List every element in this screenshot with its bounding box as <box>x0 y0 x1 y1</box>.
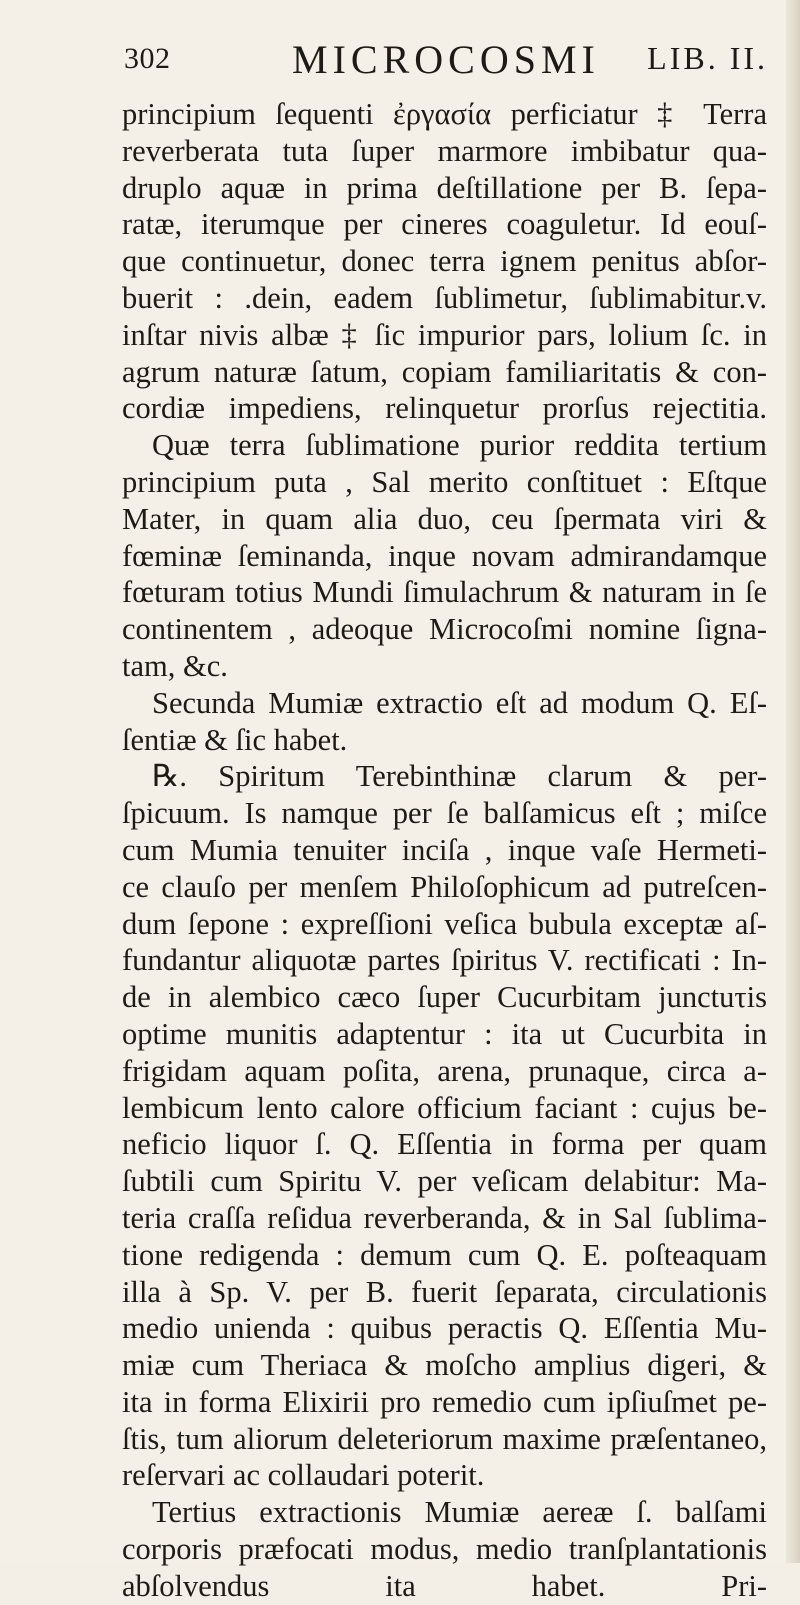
text-line: principium puta , Sal merito conſtituet : Eſtque <box>122 464 767 499</box>
page-number: 302 <box>124 42 171 75</box>
text-line: principium ſequenti ἐργασία perficiatur ‡ Terra <box>122 97 767 131</box>
recipe-line: ℞. Spiritum Terebinthinæ clarum & per- <box>152 759 767 794</box>
catchword: Pri- <box>721 1568 767 1603</box>
text-line: illa à Sp. V. per B. fuerit ſeparata, circulationis <box>122 1274 767 1309</box>
text-line: tione redigenda : demum cum Q. E. poſteaquam <box>122 1237 767 1272</box>
text-line: corporis præfocati modus, medio tranſplantationis <box>122 1532 767 1567</box>
text-line: buerit : .dein, eadem ſublimetur, ſublimabitur.v. <box>122 280 767 315</box>
text-line: druplo aquæ in prima deſtillatione per B. ſepa- <box>122 170 767 205</box>
text-line: lembicum lento calore officium faciant : cujus be- <box>122 1090 767 1125</box>
paragraph-start-line: Secunda Mumiæ extractio eſt ad modum Q. Eſ- <box>152 685 767 720</box>
text-line: optime munitis adaptentur : ita ut Cucurbita in <box>122 1016 767 1051</box>
text-line: ſpicuum. Is namque per ſe balſamicus eſt ; miſce <box>122 796 767 831</box>
text-line: teria craſſa reſidua reverberanda, & in Sal ſublima- <box>122 1200 767 1235</box>
page-edge-shadow <box>786 0 800 1563</box>
text-line: cum Mumia tenuiter inciſa , inque vaſe Hermeti- <box>122 832 767 867</box>
paragraph-start-line: Tertius extractionis Mumiæ aereæ ſ. balſami <box>152 1495 767 1530</box>
text-line: ſubtili cum Spiritu V. per veſicam delabitur: Ma- <box>122 1164 767 1199</box>
text-line: fundantur aliquotæ partes ſpiritus V. rectificati : In- <box>122 943 767 978</box>
text-line: que continuetur, donec terra ignem penitus abſor- <box>122 244 767 279</box>
text-line: medio unienda : quibus peractis Q. Eſſentia Mu- <box>122 1311 767 1346</box>
text-line: reverberata tuta ſuper marmore imbibatur qua- <box>122 133 767 168</box>
page-header <box>124 36 774 86</box>
text-line: abſolvendus ita habet. <box>122 1568 606 1603</box>
text-line: Mater, in quam alia duo, ceu ſpermata viri & <box>122 501 767 536</box>
book-label: LIB. II. <box>647 40 768 76</box>
text-line: ſentiæ & ſic habet. <box>122 722 348 757</box>
text-line: frigidam aquam poſita, arena, prunaque, circa a- <box>122 1053 767 1088</box>
running-title: MICROCOSMI <box>292 37 600 82</box>
paragraph-start-line: Quæ terra ſublimatione purior reddita tertium <box>152 428 767 463</box>
body-text <box>122 96 767 1605</box>
text-line: reſervari ac collaudari poterit. <box>122 1458 485 1493</box>
text-line: tam, &c. <box>122 648 228 683</box>
text-line: neficio liquor ſ. Q. Eſſentia in forma per quam <box>122 1127 767 1162</box>
text-line: ce clauſo per menſem Philoſophicum ad putreſcen- <box>122 869 767 904</box>
text-line: agrum naturæ ſatum, copiam familiaritatis & con- <box>122 354 767 389</box>
text-line: inſtar nivis albæ ‡ ſic impurior pars, lolium ſc. in <box>122 317 767 352</box>
text-line: cordiæ impediens, relinquetur prorſus rejectitia. <box>122 391 767 426</box>
text-line: fœminæ ſeminanda, inque novam admirandamque <box>122 538 767 573</box>
last-line-with-catchword <box>122 1568 767 1605</box>
text-line: fœturam totius Mundi ſimulachrum & naturam in ſe <box>122 575 767 610</box>
text-line: miæ cum Theriaca & moſcho amplius digeri, & <box>122 1348 767 1383</box>
text-line: ita in forma Elixirii pro remedio cum ipſiuſmet pe- <box>122 1384 767 1419</box>
text-line: dum ſepone : expreſſioni veſica bubula exceptæ aſ- <box>122 906 767 941</box>
text-line: de in alembico cæco ſuper Cucurbitam junctuτis <box>122 980 767 1015</box>
text-line: continentem , adeoque Microcoſmi nomine ſigna- <box>122 612 767 647</box>
text-line: ſtis, tum aliorum deleteriorum maxime præſentaneo, <box>122 1421 767 1456</box>
text-line: ratæ, iterumque per cineres coaguletur. Id eouſ- <box>122 207 767 242</box>
